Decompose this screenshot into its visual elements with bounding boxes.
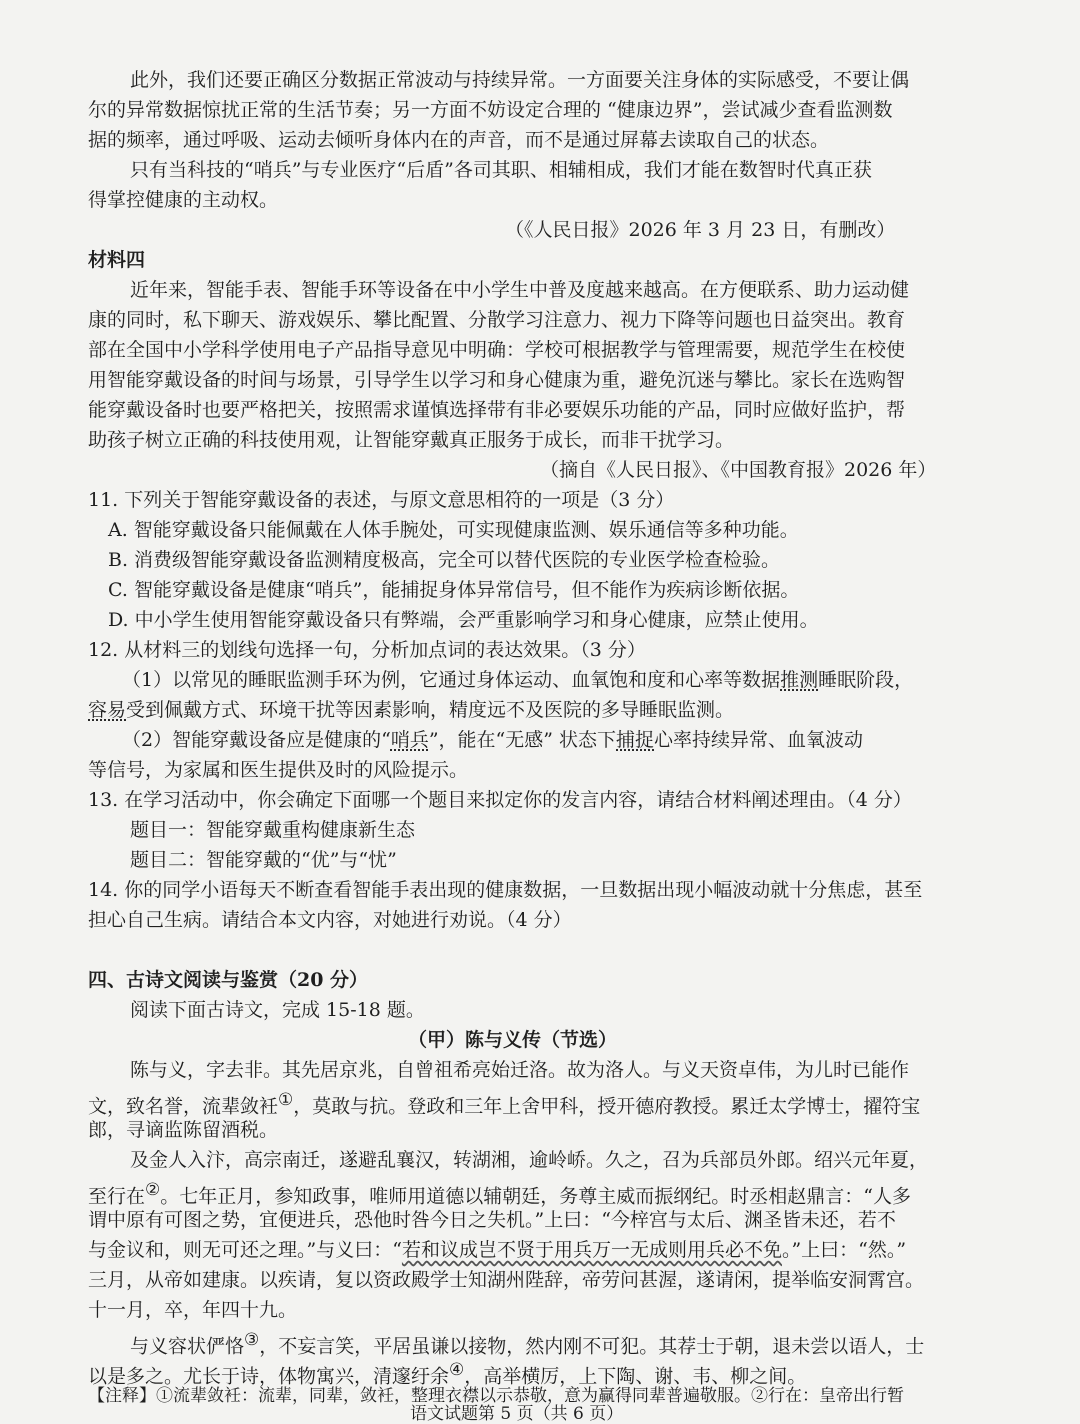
q13-stem: 13. 在学习活动中，你会确定下面哪一个题目来拟定你的发言内容，请结合材料阐述理由。（4 分） [88,789,912,811]
q12-sentence2-line2: 等信号，为家属和医生提供及时的风险提示。 [88,759,469,781]
q12-stem: 12. 从材料三的划线句选择一句，分析加点词的表达效果。（3 分） [88,639,646,661]
m4-line6: 助孩子树立正确的科技使用观，让智能穿戴真正服务于成长，而非干扰学习。 [88,429,735,451]
material4-heading: 材料四 [88,249,146,271]
passage-p1-line1: 陈与义，字去非。其先居京兆，自曾祖希亮始迁洛。故为洛人。与义天资卓伟，为儿时已能作 [130,1059,910,1081]
passage-text-7: 与义容状俨恪 [130,1335,245,1358]
q14-line2: 担心自己生病。请结合本文内容，对她进行劝说。（4 分） [88,909,572,931]
m4-line5: 能穿戴设备时也要严格把关，按照需求谨慎选择带有非必要娱乐功能的产品，同时应做好监护，帮 [88,399,906,421]
passage-p1-line2 [0,1088,1080,1118]
q12-s2-text-end: 心率持续异常、血氧波动 [654,729,864,751]
q11-option-a: A. 智能穿戴设备只能佩戴在人体手腕处，可实现健康监测、娱乐通信等多种功能。 [108,519,799,541]
passage-text-2: ，莫敢与抗。登政和三年上舍甲科，授开德府教授。累迁太学博士，擢符宝 [293,1095,921,1118]
q12-s1-text-end: 睡眠阶段， [818,669,914,691]
m4-line3: 部在全国中小学科学使用电子产品指导意见中明确：学校可根据教学与管理需要，规范学生在校使 [88,339,906,361]
m3-source: （《人民日报》2026 年 3 月 23 日，有删改） [505,219,896,241]
q11-stem: 11. 下列关于智能穿戴设备的表述，与原文意思相符的一项是（3 分） [88,489,675,511]
section4-instruction: 阅读下面古诗文，完成 15-18 题。 [130,999,425,1021]
q11-option-c: C. 智能穿戴设备是健康“哨兵”，能捕捉身体异常信号，但不能作为疾病诊断依据。 [108,579,800,601]
passage-text-10: ，高举横厉，上下陶、谢、韦、柳之间。 [464,1365,807,1388]
passage-p3-line1 [0,1328,1080,1358]
footnote-marker-4: ④ [449,1360,465,1380]
q12-sentence1-line1 [0,668,1080,692]
m4-line1: 近年来，智能手表、智能手环等设备在中小学生中普及度越来越高。在方便联系、助力运动健 [130,279,910,301]
passage-p2-line1: 及金人入汴，高宗南迁，遂避乱襄汉，转湖湘，逾岭峤。久之，召为兵部员外郎。绍兴元年夏， [130,1149,929,1171]
passage-text-6: 。”上曰：“然。” [781,1239,907,1261]
q12-s1-dotted-word-2: 容易 [88,699,127,721]
q11-option-b: B. 消费级智能穿戴设备监测精度极高，完全可以替代医院的专业医学检查检验。 [108,549,781,571]
q12-s1-text: （1）以常见的睡眠监测手环为例，它通过身体运动、血氧饱和度和心率等数据 [122,669,781,691]
passage-p2-line2 [0,1178,1080,1208]
passage-text-8: ，不妄言笑，平居虽谦以接物，然内刚不可犯。其荐士于朝，退未尝以语人，士 [259,1335,925,1358]
footnote-marker-1: ① [278,1090,294,1110]
passage-p2-line5: 三月，从帝如建康。以疾请，复以资政殿学士知湖州陛辞，帝劳问甚渥，遂请闲，提举临安洞霄宫。 [88,1269,925,1291]
q12-s2-dotted-word-2: 捕捉 [616,729,655,751]
m4-line2: 康的同时，私下聊天、游戏娱乐、攀比配置、分散学习注意力、视力下降等问题也日益突出。教育 [88,309,906,331]
q13-topic2: 题目二：智能穿戴的“优”与“忧” [130,849,397,871]
wavy-underlined-sentence: 若和议成岂不贤于用兵万一无成则用兵必不免 [401,1239,782,1261]
passage-p2-line4 [0,1238,1080,1262]
passage-p2-line3: 谓中原有可图之势，宜便进兵，恐他时咎今日之失机。”上曰：“今梓宫与太后、渊圣皆未还，若不 [88,1209,896,1231]
q12-s1-dotted-word: 推测 [780,669,819,691]
m3-p1-line3: 据的频率，通过呼吸、运动去倾听身体内在的声音，而不是通过屏幕去读取自己的状态。 [88,129,830,151]
footnote-marker-2: ② [145,1180,161,1200]
passage-text-5: 与金议和，则无可还之理。”与义曰：“ [88,1239,402,1261]
m3-p2-line2: 得掌控健康的主动权。 [88,189,279,211]
section4-heading: 四、古诗文阅读与鉴赏（20 分） [88,969,369,991]
passage-title: （甲）陈与义传（节选） [408,1029,618,1051]
m3-p2-line1: 只有当科技的“哨兵”与专业医疗“后盾”各司其职、相辅相成，我们才能在数智时代真正获 [130,159,872,181]
passage-p3-line2 [0,1358,1080,1388]
q12-s2-text: （2）智能穿戴设备应是健康的“ [122,729,391,751]
page-footer: 语文试题第 5 页（共 6 页） [410,1404,624,1424]
q12-s1-text-2: 受到佩戴方式、环境干扰等因素影响，精度远不及医院的多导睡眠监测。 [126,699,735,721]
m3-p1-line2: 尔的异常数据惊扰正常的生活节奏；另一方面不妨设定合理的 “健康边界”，尝试减少查看监测数 [88,99,893,121]
passage-text-3: 至行在 [88,1185,146,1208]
passage-text-4: 。七年正月，参知政事，唯师用道德以辅朝廷，务尊主威而振纲纪。时丞相赵鼎言：“人多 [160,1185,911,1208]
passage-p2-line6: 十一月，卒，年四十九。 [88,1299,298,1321]
q12-s2-text-mid: ”，能在“无感” 状态下 [428,729,617,751]
passage-text: 文，致名誉，流辈敛衽 [88,1095,279,1118]
q11-option-d: D. 中小学生使用智能穿戴设备只有弊端，会严重影响学习和身心健康，应禁止使用。 [108,609,819,631]
q13-topic1: 题目一：智能穿戴重构健康新生态 [130,819,416,841]
m4-source: （摘自《人民日报》、《中国教育报》2026 年） [540,459,937,481]
q12-s2-dotted-word: 哨兵 [390,729,429,751]
m3-p1-line1: 此外，我们还要正确区分数据正常波动与持续异常。一方面要关注身体的实际感受，不要让偶 [130,69,910,91]
q12-sentence2-line1 [0,728,1080,752]
m4-line4: 用智能穿戴设备的时间与场景，引导学生以学习和身心健康为重，避免沉迷与攀比。家长在选购智 [88,369,906,391]
passage-p1-line3: 郎，寻谪监陈留酒税。 [88,1119,279,1141]
passage-text-9: 以是多之。尤长于诗，体物寓兴，清邃纡余 [88,1365,450,1388]
q14-line1: 14. 你的同学小语每天不断查看智能手表出现的健康数据，一旦数据出现小幅波动就十分焦虑，甚至 [88,879,923,901]
q12-sentence1-line2 [0,698,1080,722]
annotation-note: 【注释】①流辈敛衽：流辈，同辈，敛衽，整理衣襟以示恭敬，意为赢得同辈普遍敬服。②行在：皇帝出行暂 [88,1386,904,1406]
footnote-marker-3: ③ [244,1330,260,1350]
